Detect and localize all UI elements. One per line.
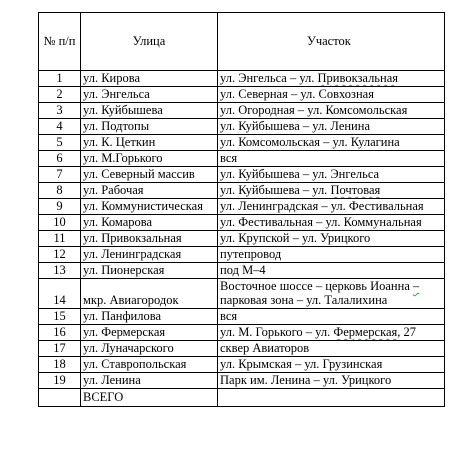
row-number: 19 [39,373,81,389]
table-row [39,215,445,231]
table-row [39,135,445,151]
section-text: ул. Ленинградская – ул. Фестивальная [220,199,424,213]
spellcheck-marked-text: Почтовая [330,183,381,197]
spellcheck-marked-text: – [413,279,420,293]
street-name: ул. К. Цеткин [81,135,218,151]
street-name: ул. Фермерская [81,325,218,341]
section-text: ул. Крупской – ул. Урицкого [220,231,371,245]
street-name: ул. Северный массив [81,167,218,183]
cropped-header-text [230,0,420,4]
street-section [218,215,445,231]
table-row [39,279,445,309]
street-section [218,231,445,247]
row-number: 1 [39,71,81,87]
street-name: ул. Привокзальная [81,231,218,247]
table-row [39,151,445,167]
table-row [39,263,445,279]
street-name: ул. Пионерская [81,263,218,279]
table-row [39,183,445,199]
table-row [39,119,445,135]
row-number: 12 [39,247,81,263]
street-section [218,167,445,183]
row-number: 13 [39,263,81,279]
street-name: ул. Рабочая [81,183,218,199]
street-name: ул. Ставропольская [81,357,218,373]
row-number: 15 [39,309,81,325]
street-name: ул. Коммунистическая [81,199,218,215]
section-text: ул. Северная – ул. Совхозная [220,87,374,101]
table-row [39,231,445,247]
street-section [218,341,445,357]
street-name: мкр. Авиагородок [81,279,218,309]
table-body [39,71,445,389]
street-name: ул. Энгельса [81,87,218,103]
spellcheck-marked-text: Фермерская [333,325,398,339]
table-row [39,309,445,325]
street-section [218,309,445,325]
row-number: 2 [39,87,81,103]
section-text: Восточное шоссе – церковь Иоанна [220,279,413,293]
section-text: ул. Куйбышева – ул. Энгельса [220,167,380,181]
street-section [218,119,445,135]
row-number: 18 [39,357,81,373]
street-name: ул. Подтопы [81,119,218,135]
street-section [218,263,445,279]
street-section [218,373,445,389]
street-section [218,87,445,103]
row-number: 10 [39,215,81,231]
table-row [39,87,445,103]
header-number: № п/п [39,13,81,71]
table-row [39,373,445,389]
street-section [218,151,445,167]
street-name: ул. Луначарского [81,341,218,357]
table-header-row [39,13,445,71]
table-row [39,199,445,215]
street-name: ул. Комарова [81,215,218,231]
street-section [218,103,445,119]
row-number: 5 [39,135,81,151]
section-text: ул. М. Горького – ул. [220,325,334,339]
table-row [39,247,445,263]
row-number: 9 [39,199,81,215]
table-row [39,341,445,357]
row-number: 3 [39,103,81,119]
header-street: Улица [81,13,218,71]
street-name: ул. Панфилова [81,309,218,325]
row-number: 14 [39,279,81,309]
street-name: ул. Куйбышева [81,103,218,119]
row-number: 11 [39,231,81,247]
street-section [218,183,445,199]
section-text: вся [220,151,238,165]
total-row [39,389,445,407]
street-section [218,279,445,309]
total-value-cell [218,389,445,407]
row-number: 17 [39,341,81,357]
section-text-end: , 27 [397,325,417,339]
section-text: ул. Комсомольская – ул. Кулагина [220,135,400,149]
section-text: ул. Крымская – ул. Грузинская [220,357,383,371]
section-text: ул. Огородная – ул. Комсомольская [220,103,408,117]
section-text: ул. Куйбышева – ул. [220,183,331,197]
section-text: сквер Авиаторов [220,341,310,355]
street-section [218,357,445,373]
table-row [39,325,445,341]
row-number: 4 [39,119,81,135]
section-text: ул. Энгельса – ул. [220,71,318,85]
spellcheck-marked-text: Привокзальная [317,71,398,85]
street-section [218,135,445,151]
streets-table [38,12,445,407]
row-number: 16 [39,325,81,341]
total-label: ВСЕГО [81,389,218,407]
street-section [218,199,445,215]
table-row [39,71,445,87]
header-section: Участок [218,13,445,71]
row-number: 6 [39,151,81,167]
street-section [218,325,445,341]
section-text: ул. Фестивальная – ул. Коммунальная [220,215,422,229]
section-text: под М–4 [220,263,266,277]
table-row [39,167,445,183]
section-text-end: парковая зона – ул. Талалихина [220,292,388,307]
section-text: вся [220,309,238,323]
street-name: ул. Ленина [81,373,218,389]
table-row [39,103,445,119]
street-name: ул. М.Горького [81,151,218,167]
table-row [39,357,445,373]
street-section [218,247,445,263]
section-text: путепровод [220,247,282,261]
section-text: ул. Куйбышева – ул. Ленина [220,119,370,133]
section-text: Парк им. Ленина – ул. Урицкого [220,373,392,387]
street-name: ул. Кирова [81,71,218,87]
row-number: 7 [39,167,81,183]
street-section [218,71,445,87]
row-number: 8 [39,183,81,199]
street-name: ул. Ленинградская [81,247,218,263]
total-number-cell [39,389,81,407]
